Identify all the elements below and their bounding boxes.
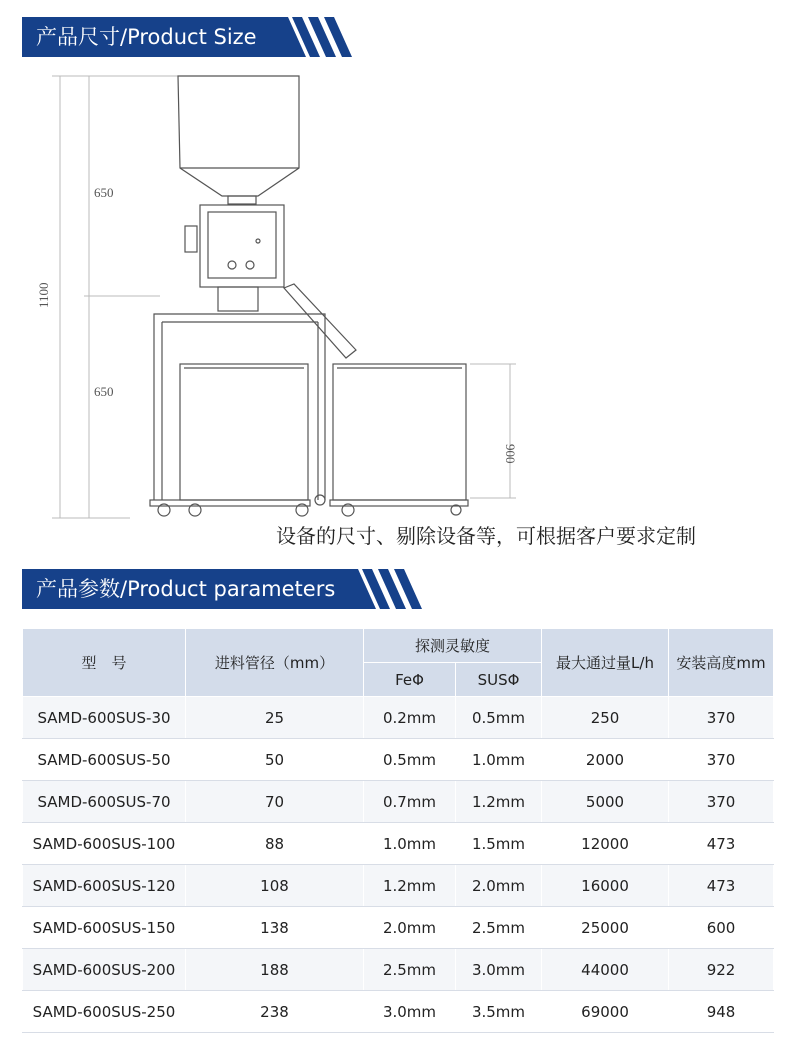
cell-install-height: 600 [669, 907, 774, 949]
cell-fe: 2.0mm [364, 907, 456, 949]
header-model: 型 号 [23, 629, 186, 697]
section-title-text: 产品参数/Product parameters [36, 577, 336, 601]
cell-throughput: 25000 [542, 907, 669, 949]
header-sensitivity: 探测灵敏度 [364, 629, 542, 663]
cell-fe: 1.0mm [364, 823, 456, 865]
cell-sus: 2.5mm [456, 907, 542, 949]
cell-fe: 3.0mm [364, 991, 456, 1033]
table-row [23, 907, 774, 949]
cell-inlet: 188 [186, 949, 364, 991]
cell-model: SAMD-600SUS-250 [23, 991, 186, 1033]
machine-drawing [0, 60, 790, 530]
cell-model: SAMD-600SUS-30 [23, 697, 186, 739]
cell-throughput: 69000 [542, 991, 669, 1033]
cell-sus: 2.0mm [456, 865, 542, 907]
cell-sus: 3.0mm [456, 949, 542, 991]
section-title-product-parameters [22, 569, 354, 609]
header-sus: SUSΦ [456, 663, 542, 697]
cell-model: SAMD-600SUS-120 [23, 865, 186, 907]
header-throughput: 最大通过量L/h [542, 629, 669, 697]
cell-model: SAMD-600SUS-100 [23, 823, 186, 865]
table-row [23, 865, 774, 907]
table-row [23, 739, 774, 781]
cell-inlet: 25 [186, 697, 364, 739]
cell-model: SAMD-600SUS-150 [23, 907, 186, 949]
cell-sus: 1.2mm [456, 781, 542, 823]
cell-throughput: 5000 [542, 781, 669, 823]
cell-throughput: 16000 [542, 865, 669, 907]
cell-throughput: 44000 [542, 949, 669, 991]
table-row [23, 949, 774, 991]
cell-inlet: 138 [186, 907, 364, 949]
dim-label-table-height: 900 [503, 444, 518, 464]
cell-model: SAMD-600SUS-70 [23, 781, 186, 823]
parameters-table [22, 628, 774, 1033]
cell-throughput: 2000 [542, 739, 669, 781]
dim-label-total: 1100 [36, 282, 51, 308]
cell-install-height: 370 [669, 739, 774, 781]
table-row [23, 697, 774, 739]
section-title-product-size [22, 17, 284, 57]
cell-model: SAMD-600SUS-50 [23, 739, 186, 781]
cell-fe: 0.5mm [364, 739, 456, 781]
table-row [23, 781, 774, 823]
section-title-text: 产品尺寸/Product Size [36, 25, 257, 49]
cell-fe: 0.7mm [364, 781, 456, 823]
cell-throughput: 12000 [542, 823, 669, 865]
cell-fe: 0.2mm [364, 697, 456, 739]
cell-install-height: 473 [669, 823, 774, 865]
cell-inlet: 70 [186, 781, 364, 823]
cell-inlet: 108 [186, 865, 364, 907]
cell-sus: 0.5mm [456, 697, 542, 739]
cell-install-height: 948 [669, 991, 774, 1033]
cell-install-height: 370 [669, 781, 774, 823]
cell-install-height: 922 [669, 949, 774, 991]
cell-inlet: 88 [186, 823, 364, 865]
banner-stripes-decoration [332, 569, 428, 611]
cell-install-height: 370 [669, 697, 774, 739]
banner-stripes-decoration [262, 17, 358, 59]
dim-label-lower: 650 [94, 384, 114, 399]
cell-inlet: 238 [186, 991, 364, 1033]
cell-sus: 1.0mm [456, 739, 542, 781]
customization-note: 设备的尺寸、剔除设备等，可根据客户要求定制 [276, 524, 696, 548]
cell-fe: 2.5mm [364, 949, 456, 991]
cell-throughput: 250 [542, 697, 669, 739]
cell-fe: 1.2mm [364, 865, 456, 907]
cell-model: SAMD-600SUS-200 [23, 949, 186, 991]
parameters-table-container [22, 628, 773, 1033]
dim-label-upper: 650 [94, 185, 114, 200]
cell-inlet: 50 [186, 739, 364, 781]
header-fe: FeΦ [364, 663, 456, 697]
table-row [23, 991, 774, 1033]
header-install-height: 安装高度mm [669, 629, 774, 697]
table-row [23, 823, 774, 865]
cell-sus: 1.5mm [456, 823, 542, 865]
header-inlet-diameter: 进料管径（mm） [186, 629, 364, 697]
cell-install-height: 473 [669, 865, 774, 907]
cell-sus: 3.5mm [456, 991, 542, 1033]
